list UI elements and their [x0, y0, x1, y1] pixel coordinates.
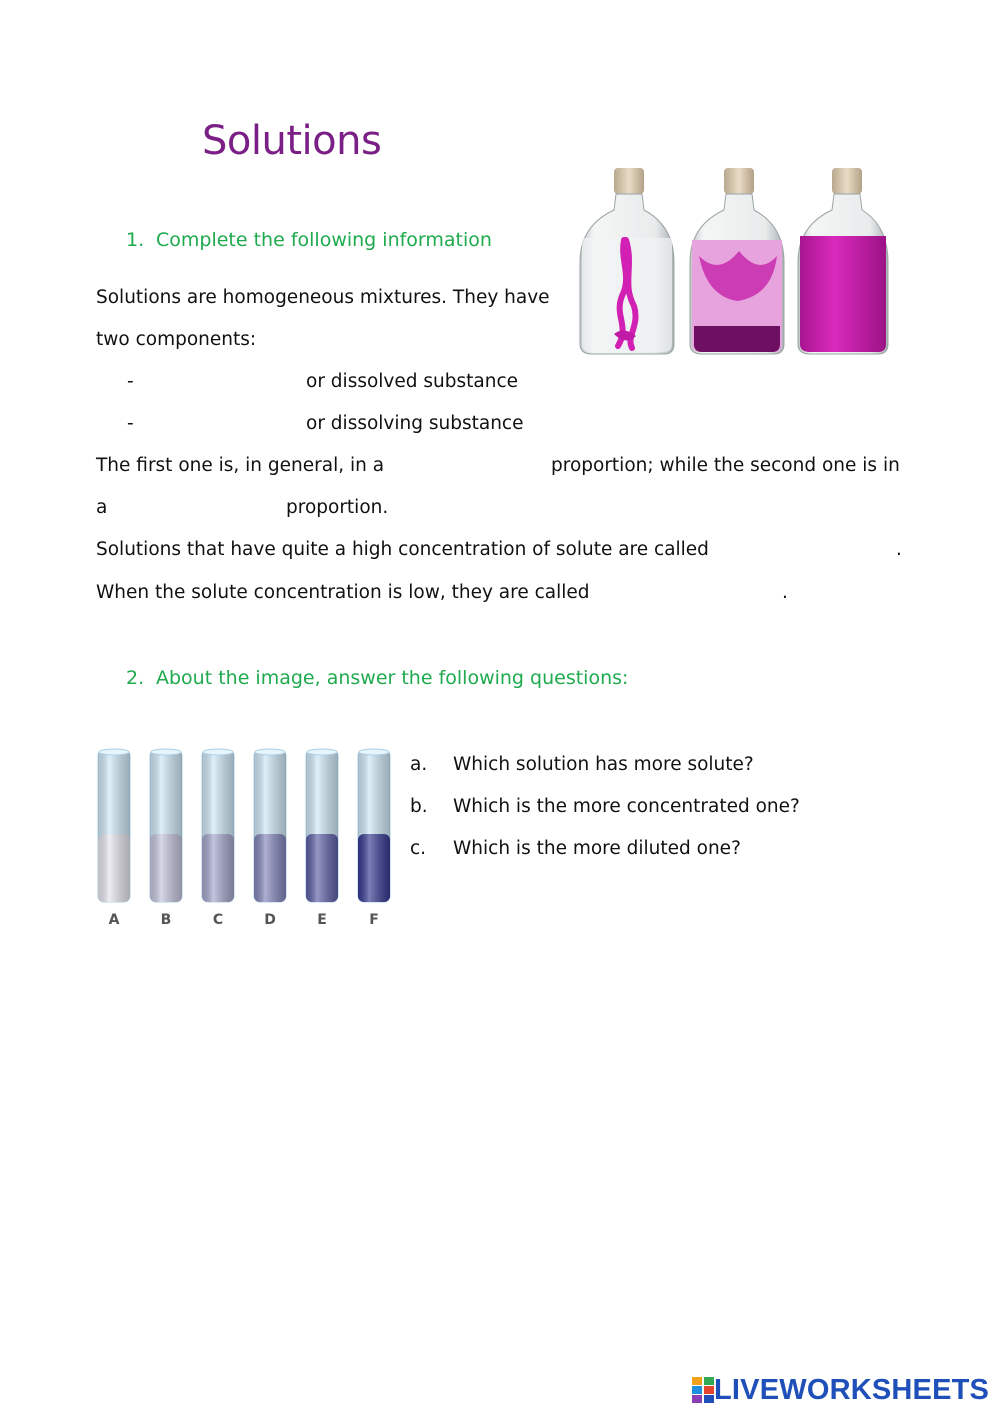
section-1-title: Complete the following information — [156, 229, 492, 251]
text-line-3-end: proportion; while the second one is in — [551, 455, 900, 476]
page-title: Solutions — [202, 118, 382, 164]
text-line-6-end: . — [782, 582, 788, 603]
concentrated-answer-input[interactable] — [720, 538, 896, 566]
tube-label-d: D — [264, 912, 276, 928]
tube-label-c: C — [212, 912, 224, 928]
bullet-dash-2: - — [127, 413, 134, 434]
first-proportion-input[interactable] — [392, 454, 550, 482]
tube-label-f: F — [369, 912, 379, 928]
question-c-text: Which is the more diluted one? — [453, 838, 741, 859]
diluted-answer-input[interactable] — [600, 581, 780, 609]
section-2-heading — [126, 667, 628, 689]
liveworksheets-logo-icon — [692, 1377, 714, 1403]
bottle-2 — [690, 168, 784, 354]
second-proportion-input[interactable] — [110, 496, 284, 524]
bullet-dash-1: - — [127, 371, 134, 392]
text-line-4-start: a — [96, 497, 108, 518]
test-tube-e — [306, 749, 338, 928]
test-tube-b — [150, 749, 182, 928]
question-b-letter: b. — [410, 796, 428, 817]
bullet-2-text: or dissolving substance — [306, 413, 524, 434]
solvent-answer-input[interactable] — [142, 412, 306, 440]
tube-label-e: E — [317, 912, 327, 928]
text-line-5-end: . — [896, 539, 902, 560]
logo-text: LIVEWORKSHEETS — [714, 1373, 990, 1406]
test-tube-f — [358, 749, 390, 928]
test-tube-a — [98, 749, 130, 928]
test-tube-c — [202, 749, 234, 928]
test-tube-d — [254, 749, 286, 928]
test-tubes-image — [92, 746, 398, 930]
text-line-4-end: proportion. — [286, 497, 389, 518]
section-2-title: About the image, answer the following questions: — [156, 667, 629, 689]
text-line-1: Solutions are homogeneous mixtures. They have — [96, 287, 550, 308]
question-a-text: Which solution has more solute? — [453, 754, 754, 775]
bottles-image — [574, 166, 890, 358]
bottle-3 — [798, 168, 888, 354]
question-a-letter: a. — [410, 754, 428, 775]
bullet-1-text: or dissolved substance — [306, 371, 518, 392]
text-line-2: two components: — [96, 329, 257, 350]
section-1-number: 1. — [126, 229, 145, 251]
bottle-1 — [580, 168, 674, 354]
tube-label-a: A — [108, 912, 120, 928]
solute-answer-input[interactable] — [142, 370, 306, 398]
question-b-text: Which is the more concentrated one? — [453, 796, 800, 817]
tube-label-b: B — [160, 912, 172, 928]
text-line-5: Solutions that have quite a high concentration of solute are called — [96, 539, 709, 560]
liveworksheets-logo — [692, 1374, 989, 1406]
text-line-6: When the solute concentration is low, they are called — [96, 582, 590, 603]
question-c-letter: c. — [410, 838, 427, 859]
section-1-heading — [126, 229, 492, 251]
text-line-3-start: The first one is, in general, in a — [96, 455, 385, 476]
section-2-number: 2. — [126, 667, 145, 689]
